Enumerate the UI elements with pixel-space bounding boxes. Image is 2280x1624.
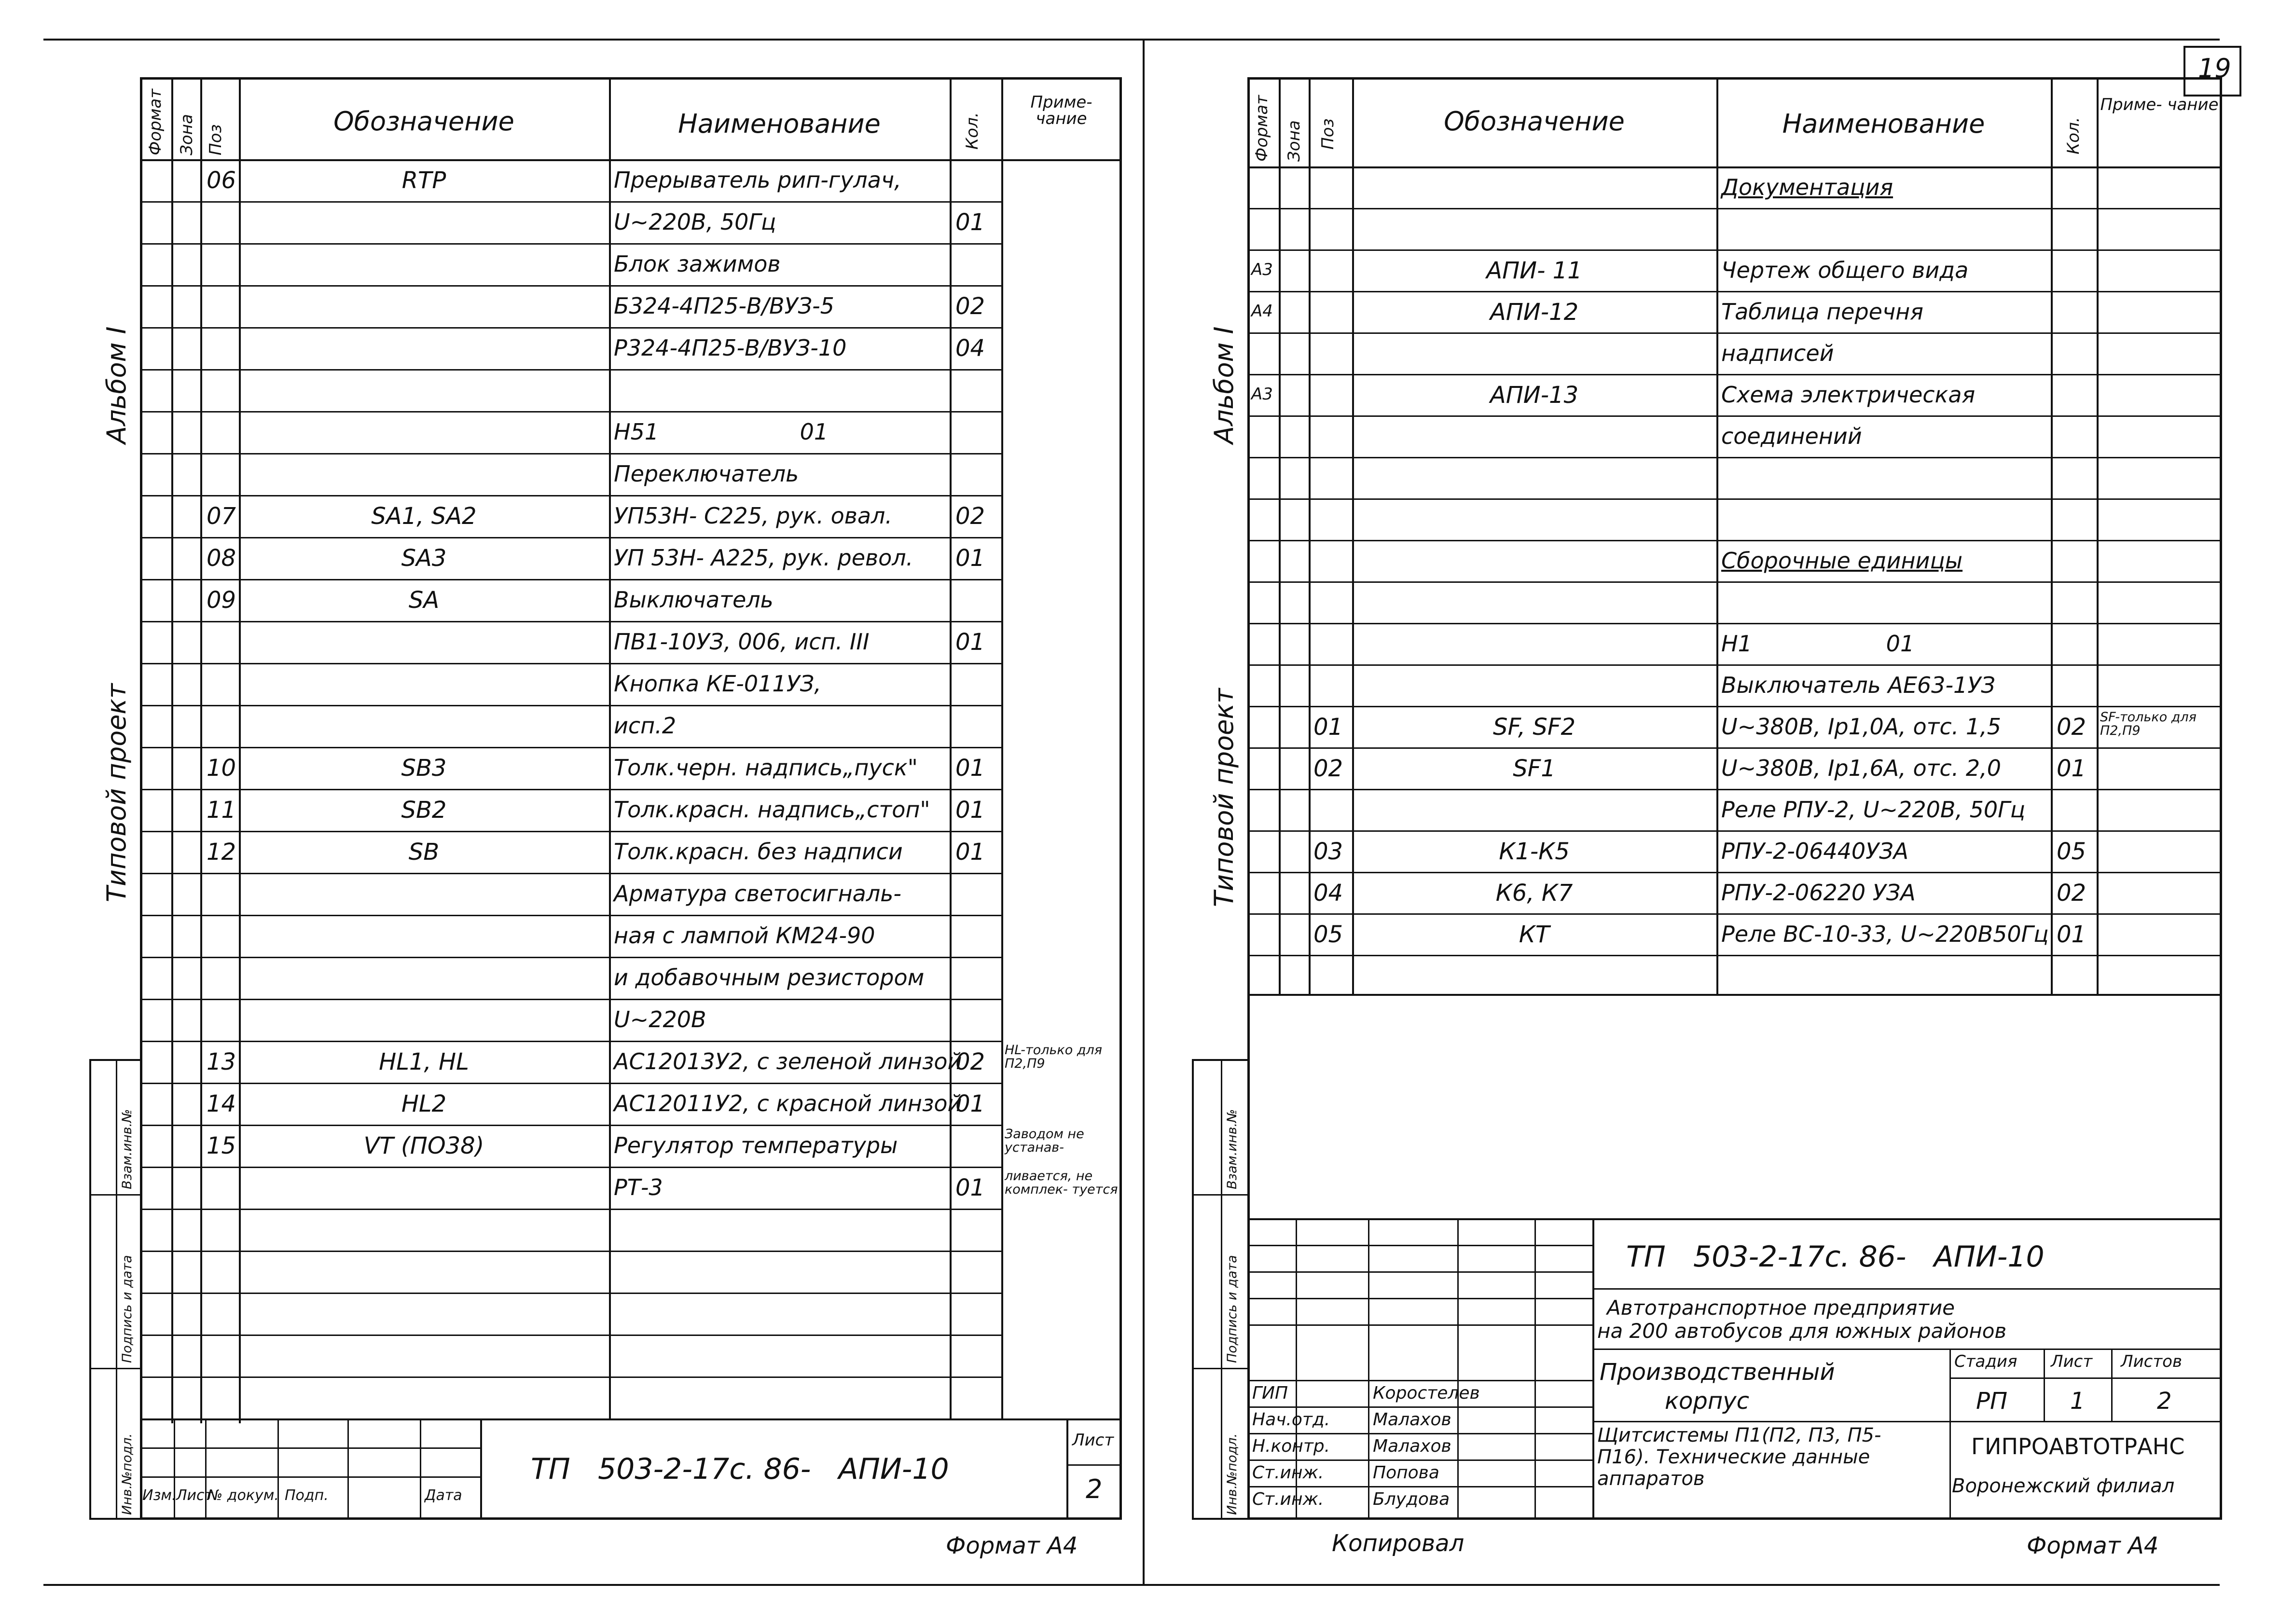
left-header-name: Наименование [678,109,881,139]
row-designation: RTP [401,167,446,194]
row-pos: 05 [1313,921,1343,948]
table-row-line [140,1167,1001,1168]
right-header-name: Наименование [1782,109,1985,139]
row-name: УП53Н- С225, рук. овал. [614,503,893,529]
table-row-line [140,1083,1001,1084]
row-qty: 05 [2057,838,2087,865]
left-stamp-c5 [420,1418,421,1520]
row-name: и добавочным резистором [614,964,925,991]
row-note: ливается, не комплек- туется [1005,1169,1118,1197]
right-stamp-strip-divider [1221,1059,1222,1520]
stamp-name: Попова [1373,1463,1439,1483]
row-pos: 06 [207,167,236,194]
table-row-line [140,747,1001,748]
table-row-line [1247,623,2222,624]
table-row-line [140,327,1001,329]
row-name: Блок зажимов [614,251,781,277]
row-designation: SF, SF2 [1492,714,1576,741]
right-stamp-doc-line3: аппаратов [1597,1468,1705,1490]
right-stamp-org2: Воронежский филиал [1952,1475,2175,1497]
right-stamp-code: ТП 503-2-17с. 86- АПИ-10 [1626,1240,2045,1274]
row-pos: 12 [207,839,236,866]
right-header-designation: Обозначение [1444,106,1625,137]
right-stamp-people-c2 [1368,1218,1369,1520]
row-qty: 01 [955,209,985,236]
row-note: SF-только для П2,П9 [2100,710,2197,739]
right-table-bottom [1247,994,2222,996]
row-designation: КТ [1519,921,1550,948]
row-name: Толк.черн. надпись„пуск" [614,755,918,781]
row-designation: SB [408,839,440,866]
table-row-line [1247,830,2222,832]
right-header-pos: Поз [1318,118,1338,150]
row-name: ная с лампой КМ24-90 [614,922,875,949]
row-name: РПУ-2-06440УЗА [1721,838,1909,864]
row-name: ПВ1-10УЗ, 006, исп. III [614,629,870,655]
table-row-line [140,1041,1001,1042]
right-stamp-people-r3 [1247,1298,1592,1299]
table-row-line [140,957,1001,958]
left-stamp-strip-h2 [89,1368,142,1369]
right-stamp-doc-line2: П16). Технические данные [1597,1446,1870,1468]
row-pos: 09 [207,587,236,614]
right-stamp-people-r1 [1247,1245,1592,1246]
table-row-line [140,411,1001,413]
row-qty: 01 [955,755,985,782]
left-stamp-side-2: Подпись и дата [120,1255,135,1363]
right-stamp-doc-top [1592,1421,1949,1422]
stamp-name: Малахов [1373,1436,1451,1456]
table-row-line [140,705,1001,706]
left-header-zone: Зона [177,114,196,155]
left-col-note [1001,77,1003,1418]
row-pos: 07 [207,503,236,530]
right-side-album: Альбом I [1209,326,1239,444]
row-name: Переключатель [614,461,799,487]
table-row-line [140,621,1001,622]
table-row-line [1247,374,2222,375]
row-designation: HL2 [401,1090,447,1117]
left-stamp-c2 [205,1418,207,1520]
stamp-role: Н.контр. [1252,1436,1330,1456]
table-row-line [1247,457,2222,458]
right-stamp-left-part [1592,1218,1594,1520]
row-name: U~220В [614,1006,706,1032]
left-stamp-col-doc: № докум. [207,1487,279,1504]
right-stamp-people-c4 [1534,1218,1536,1520]
row-qty: 01 [2057,921,2087,948]
row-pos: 03 [1313,838,1343,865]
right-stamp-side-3: Инв.№подл. [1225,1433,1240,1515]
row-qty: 01 [955,1090,985,1117]
row-name: Толк.красн. без надписи [614,839,903,865]
table-row-line [140,915,1001,916]
row-qty: 02 [2057,714,2087,741]
table-row-line [140,831,1001,832]
table-row-line [140,873,1001,874]
table-row-line [140,1251,1001,1252]
row-designation: SF1 [1513,755,1556,782]
table-row-line [1247,332,2222,334]
right-stamp-doc-line1: Щитсистемы П1(П2, П3, П5- [1597,1424,1881,1446]
right-stamp-info-row1 [1949,1377,2222,1379]
table-row-line [1247,498,2222,500]
stamp-name: Коростелев [1373,1383,1480,1403]
table-row-line [140,243,1001,245]
left-stamp-c1 [174,1418,175,1520]
left-stamp-code: ТП 503-2-17с. 86- АПИ-10 [531,1452,949,1486]
table-row-line [140,201,1001,203]
row-designation: АПИ- 11 [1486,257,1582,284]
row-qty: 02 [955,1048,985,1075]
right-stamp-sheet-label: Лист [2051,1352,2093,1371]
row-pos: 02 [1313,755,1343,782]
right-stamp-info-c2 [2111,1349,2113,1421]
right-stamp-object-bottom [1592,1349,2222,1350]
left-side-album: Альбом I [101,326,132,444]
row-name: Арматура светосигналь- [614,881,901,907]
row-qty: 01 [955,1174,985,1201]
row-designation: SB2 [401,797,447,824]
right-stamp-people-r2 [1247,1271,1592,1273]
right-stamp-people-c3 [1457,1218,1459,1520]
table-row-line [140,579,1001,580]
row-name: Выключатель [614,587,774,613]
row-qty: 01 [955,629,985,656]
stamp-role: ГИП [1252,1383,1288,1403]
left-stamp-top [140,1418,1122,1420]
left-stamp-codebox-left [480,1418,482,1520]
row-pos: 10 [207,755,236,782]
right-stamp-info-c1 [2044,1349,2045,1421]
row-name: УП 53Н- А225, рук. револ. [614,545,913,571]
left-header-qty: Кол. [963,112,982,150]
row-name: Толк.красн. надпись„стоп" [614,797,930,823]
right-stamp-building-line1: Производственный [1600,1359,1835,1386]
table-row-line [1247,747,2222,749]
row-name: Н51 01 [614,419,829,445]
right-stamp-org1: ГИПРОАВТОТРАНС [1971,1433,2185,1459]
right-stamp-strip-h1 [1192,1194,1250,1196]
row-qty: 01 [955,839,985,866]
left-col-zone [171,77,173,1423]
right-col-note [2097,77,2099,994]
right-stamp-people-r8 [1247,1459,1592,1461]
left-stamp-c3 [277,1418,279,1520]
right-stamp-side-1: Взам.инв.№ [1225,1109,1240,1189]
right-header-zone: Зона [1285,120,1304,162]
left-stamp-col-date: Дата [425,1487,462,1504]
left-stamp-sheet-label: Лист [1072,1431,1114,1450]
right-stamp-stage-label: Стадия [1954,1352,2017,1371]
right-header-qty: Кол. [2064,117,2083,154]
row-name: Выключатель АЕ63-1УЗ [1721,672,1995,698]
table-row-line [1247,540,2222,541]
row-note: HL-только для П2,П9 [1005,1043,1102,1072]
row-pos: 01 [1313,714,1343,741]
stamp-name: Малахов [1373,1410,1451,1430]
right-header-bottom [1247,166,2222,168]
row-name: АС12011У2, с красной линзой [614,1090,962,1116]
left-stamp-sheet-no: 2 [1086,1474,1103,1504]
left-stamp-sheetbox-mid [1066,1464,1122,1466]
right-col-zone [1279,77,1281,994]
row-qty: 04 [955,335,985,362]
row-name: исп.2 [614,713,677,739]
right-stamp-people-r4 [1247,1324,1592,1326]
right-stamp-strip-h2 [1192,1368,1250,1369]
right-header-format: Формат [1252,95,1271,162]
left-stamp-strip-h1 [89,1194,142,1196]
row-name: Кнопка КЕ-011УЗ, [614,671,821,697]
table-row-line [140,369,1001,371]
row-designation: SA3 [401,545,447,572]
row-pos: 14 [207,1090,236,1117]
right-stamp-people-r5 [1247,1380,1592,1381]
row-name: Таблица перечня [1721,299,1923,325]
right-stamp-info-row2 [1949,1421,2222,1422]
left-stamp-side-1: Взам.инв.№ [120,1109,135,1189]
row-pos: 04 [1313,880,1343,907]
row-designation: HL1, HL [379,1048,469,1075]
right-stamp-people-r9 [1247,1486,1592,1487]
row-designation: VT (ПО38) [363,1132,484,1159]
table-row-line [1247,872,2222,873]
table-row-line [140,495,1001,496]
table-row-line [140,537,1001,538]
row-pos: 11 [207,797,236,824]
left-stamp-strip-divider [116,1059,117,1520]
stamp-role: Ст.инж. [1252,1463,1324,1483]
row-designation: АПИ-13 [1490,382,1579,409]
row-name: Р324-4П25-В/ВУЗ-10 [614,335,847,361]
table-row-line [140,1335,1001,1336]
row-qty: 01 [2057,755,2087,782]
table-row-line [140,663,1001,664]
row-name: Сборочные единицы [1721,548,1963,574]
left-col-pos [200,77,202,1423]
table-row-line [1247,291,2222,292]
right-stamp-object-line2: на 200 автобусов для южных районов [1597,1319,2007,1343]
row-format: А4 [1251,302,1273,321]
right-stamp-side-2: Подпись и дата [1225,1255,1240,1363]
left-stamp-side-3: Инв.№подл. [120,1433,135,1515]
table-row-line [1247,913,2222,915]
right-stamp-object-line1: Автотранспортное предприятие [1607,1296,1955,1320]
row-name: Реле РПУ-2, U~220В, 50Гц [1721,797,2026,823]
table-row-line [1247,208,2222,209]
row-pos: 08 [207,545,236,572]
row-note: Заводом не устанав- [1005,1127,1084,1156]
left-header-bottom [140,159,1122,161]
table-row-line [140,1376,1001,1378]
left-stamp-c4 [347,1418,349,1520]
stamp-name: Блудова [1373,1489,1450,1509]
right-stamp-sheets-label: Листов [2121,1352,2183,1371]
stamp-role: Нач.отд. [1252,1410,1330,1430]
left-stamp-col-list: Лист [176,1487,213,1504]
row-name: U~380В, Iр1,6А, отс. 2,0 [1721,755,2002,781]
row-designation: К1-К5 [1499,838,1570,865]
table-row-line [140,1125,1001,1126]
top-page-line [43,39,2220,41]
row-name: Прерыватель рип-гулач, [614,167,901,193]
left-header-format: Формат [146,89,165,155]
row-name: РТ-3 [614,1174,663,1200]
right-header-note: Приме- чание [2100,95,2219,114]
row-designation: К6, К7 [1495,880,1573,907]
table-row-line [1247,249,2222,251]
row-name: Б324-4П25-В/ВУЗ-5 [614,293,834,319]
row-name: Документация [1721,174,1893,200]
row-designation: SB3 [401,755,447,782]
table-row-line [140,453,1001,454]
row-qty: 02 [955,503,985,530]
left-stamp-col-izm: Изм. [142,1487,177,1504]
table-row-line [140,789,1001,790]
left-format-label: Формат А4 [946,1532,1078,1559]
left-stamp-row1 [140,1447,480,1449]
row-name: Схема электрическая [1721,382,1976,408]
row-pos: 13 [207,1048,236,1075]
left-header-designation: Обозначение [333,106,514,137]
left-col-designation [239,77,241,1423]
table-row-line [1247,955,2222,956]
table-row-line [140,1209,1001,1210]
right-stamp-building-line2: корпус [1665,1388,1750,1415]
row-designation: АПИ-12 [1490,299,1579,326]
right-stamp-sheets: 2 [2157,1388,2172,1415]
row-name: РПУ-2-06220 УЗА [1721,880,1916,906]
row-designation: SA [408,587,440,614]
page-number: 19 [2198,53,2231,83]
row-pos: 15 [207,1132,236,1159]
row-name: Регулятор температуры [614,1132,898,1158]
row-name: АС12013У2, с зеленой линзой [614,1048,962,1074]
left-side-project: Типовой проект [101,683,132,902]
row-name: Н1 01 [1721,631,1915,657]
right-col-pos [1309,77,1311,994]
row-name: Чертеж общего вида [1721,257,1969,283]
bottom-page-line [43,1584,2220,1586]
table-row-line [1247,789,2222,790]
row-name: U~380В, Iр1,0А, отс. 1,5 [1721,714,2002,740]
right-stamp-code-bottom [1592,1288,2222,1290]
left-stamp-sheetbox-left [1066,1418,1068,1520]
table-row-line [140,1293,1001,1294]
row-name: Реле ВС-10-33, U~220В50Гц [1721,921,2049,947]
row-qty: 02 [955,293,985,320]
row-format: А3 [1251,385,1273,404]
right-col-qty [2051,77,2053,994]
right-stamp-sheet: 1 [2070,1388,2085,1415]
table-row-line [1247,706,2222,707]
left-header-note: Приме- чание [1030,93,1092,128]
table-row-line [140,999,1001,1000]
stamp-role: Ст.инж. [1252,1489,1324,1509]
table-row-line [1247,581,2222,583]
right-col-name [1716,77,1718,994]
table-row-line [1247,415,2222,417]
right-copied-label: Копировал [1332,1530,1465,1557]
table-row-line [140,285,1001,287]
right-stamp-stage: РП [1976,1388,2008,1415]
left-stamp-row2 [140,1476,480,1478]
right-stamp-people-r7 [1247,1433,1592,1434]
row-name: U~220В, 50Гц [614,209,776,235]
right-stamp-top [1247,1218,2222,1220]
row-format: А3 [1251,260,1273,279]
row-designation: SA1, SA2 [371,503,477,530]
row-qty: 02 [2057,880,2087,907]
row-qty: 01 [955,545,985,572]
center-fold-line [1143,39,1145,1584]
row-name: соединений [1721,423,1862,449]
table-row-line [1247,664,2222,666]
right-stamp-people-r6 [1247,1406,1592,1408]
right-format-label: Формат А4 [2027,1532,2159,1559]
row-name: надписей [1721,340,1834,366]
left-stamp-col-sign: Подп. [285,1487,329,1504]
right-stamp-info-left [1949,1349,1951,1520]
row-qty: 01 [955,797,985,824]
left-header-pos: Поз [206,124,225,155]
right-side-project: Типовой проект [1209,688,1239,907]
